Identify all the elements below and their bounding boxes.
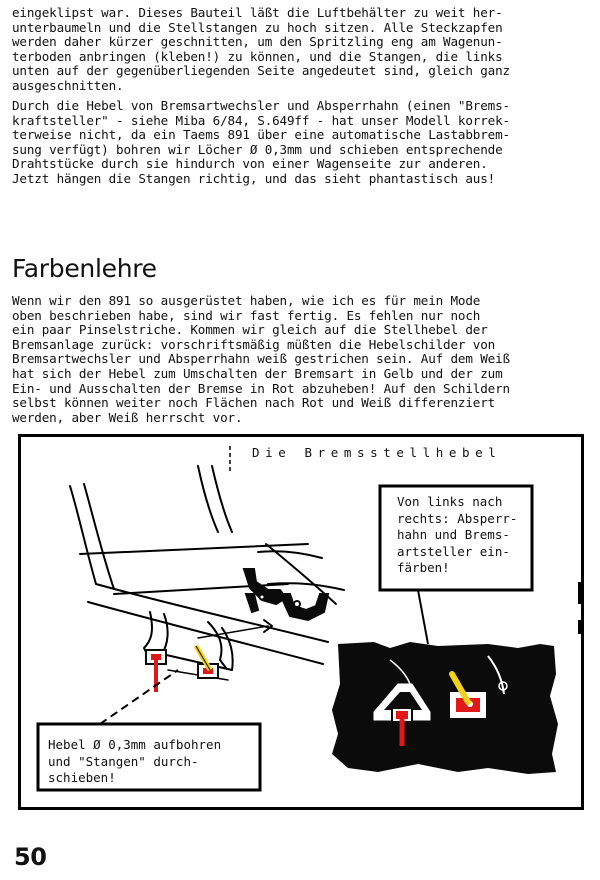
- zoom-detail: [332, 642, 558, 774]
- pointer-line-left: [100, 670, 178, 724]
- callout-right: [397, 494, 517, 577]
- callout-left: [48, 737, 221, 787]
- text-line: Durch die Hebel von Bremsartwechsler und Absperrhahn (einen "Brems-: [12, 98, 510, 113]
- callout-line: Hebel Ø 0,3mm aufbohren: [48, 737, 222, 752]
- callout-line: rechts: Absperr-: [397, 510, 518, 526]
- text-line: kraftsteller" - siehe Miba 6/84, S.649ff - hat unser Modell korrek-: [12, 112, 510, 128]
- text-line: Wenn wir den 891 so ausgerüstet haben, wie ich es für mein Mode: [12, 293, 481, 308]
- text-line: Drahtstücke durch sie hindurch von einer Wagenseite zur anderen.: [12, 156, 488, 172]
- text-line: Ein- und Ausschalten der Bremse in Rot abzuheben! Auf den Schildern: [12, 380, 510, 396]
- text-line: unterbaumeln und die Stellstangen zu hoch sitzen. Alle Steckzapfen: [12, 19, 503, 35]
- paragraph-levers: [12, 99, 584, 187]
- text-line: werden daher kürzer geschnitten, um den Spritzling eng am Wagenun-: [12, 34, 503, 50]
- callout-line: schieben!: [48, 770, 116, 785]
- pointer-line-right: [418, 590, 428, 644]
- text-line: oben beschrieben habe, sind wir fast fertig. Es fehlen nur noch: [12, 307, 481, 323]
- callout-line: hahn und Brems-: [397, 527, 510, 542]
- text-line: eingeklipst war. Dieses Bauteil läßt die Luftbehälter zu weit her-: [12, 5, 503, 20]
- lever-assembly-upper: [244, 569, 328, 620]
- text-line: terboden anbringen (kleben!) zu können, und die Stangen, die links: [12, 48, 503, 64]
- callout-line: und "Stangen" durch-: [48, 753, 199, 769]
- callout-line: artsteller ein-: [397, 543, 510, 559]
- callout-line: Von links nach: [397, 494, 503, 509]
- text-line: ausgeschnitten.: [12, 77, 124, 93]
- text-line: Jetzt hängen die Stangen richtig, und das sieht phantastisch aus!: [12, 170, 496, 186]
- text-line: selbst können weiter noch Flächen nach Rot und Weiß differenziert: [12, 395, 496, 411]
- text-line: sung verfügt) bohren wir Löcher Ø 0,3mm und schieben entsprechende: [12, 141, 503, 157]
- text-line: ein paar Pinselstriche. Kommen wir gleich auf die Stellhebel der: [12, 322, 488, 338]
- page-number: 50: [14, 843, 47, 871]
- paragraph-colors: [12, 294, 584, 425]
- section-heading: Farbenlehre: [12, 254, 157, 283]
- figure-title: Die Bremsstellhebel: [252, 445, 502, 460]
- text-line: terweise nicht, da ein Taems 891 über eine automatische Lastabbrem-: [12, 127, 510, 143]
- wagon-sketch: [70, 466, 344, 680]
- text-line: Bremsanlage zurück: vorschriftsmäßig müßten die Hebelschilder von: [12, 336, 496, 352]
- text-line: unten auf der gegenüberliegenden Seite angedeutet sind, gleich ganz: [12, 63, 510, 79]
- text-line: werden, aber Weiß herrscht vor.: [12, 409, 243, 425]
- paragraph-intro: [12, 6, 584, 94]
- callout-line: färben!: [397, 560, 450, 575]
- text-line: Bremsartwechsler und Absperrhahn weiß gestrichen sein. Auf dem Weiß: [12, 351, 510, 367]
- text-line: hat sich der Hebel zum Umschalten der Bremsart in Gelb und der zum: [12, 365, 503, 381]
